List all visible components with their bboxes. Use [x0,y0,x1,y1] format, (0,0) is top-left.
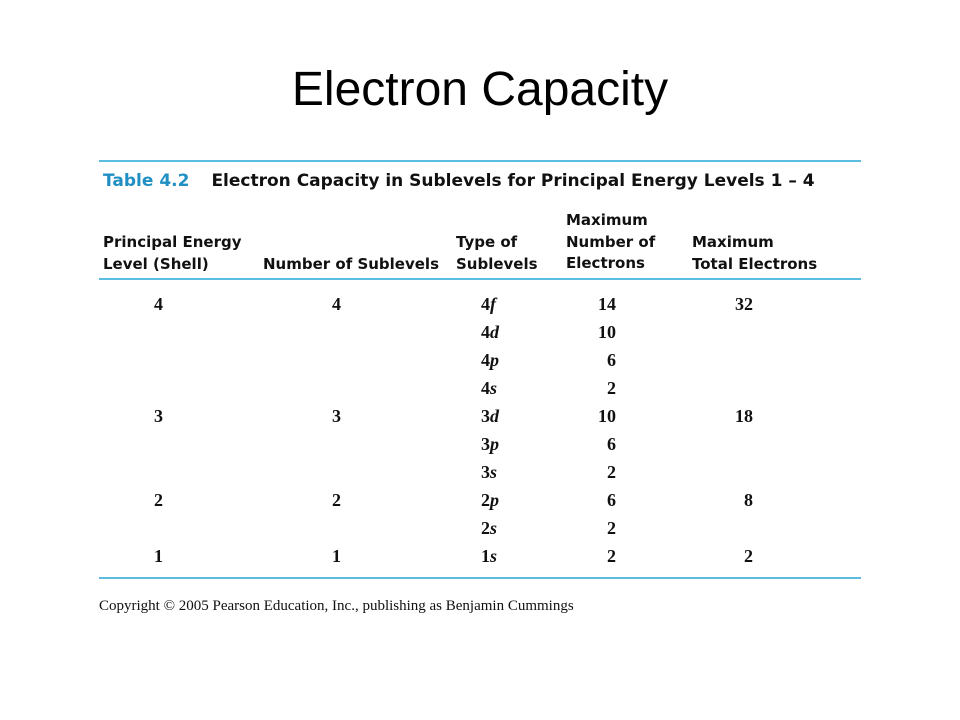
sublevel-number: 3 [481,462,490,482]
cell-num-sublevels: 1 [332,546,341,566]
sublevel-letter: p [490,350,499,370]
cell-sublevel-type [481,489,499,511]
table-header-rule [99,278,861,280]
cell-max-electrons: 2 [607,378,616,398]
sublevel-number: 1 [481,546,490,566]
header-line: Sublevels [456,254,538,273]
cell-level: 2 [154,490,163,510]
sublevel-number: 4 [481,322,490,342]
sublevel-letter: s [490,518,498,538]
cell-max-electrons: 2 [607,518,616,538]
cell-max-electrons: 10 [598,406,616,426]
cell-level: 3 [154,406,163,426]
table-number: Table 4.2 [103,171,190,191]
header-max-number-electrons [566,210,655,275]
sublevel-letter: p [490,434,499,454]
copyright-notice: Copyright © 2005 Pearson Education, Inc., publishing as Benjamin Cummings [99,598,574,614]
cell-level: 1 [154,546,163,566]
cell-sublevel-type [481,349,499,371]
header-line: Type of [456,233,518,251]
sublevel-letter: s [490,546,498,566]
sublevel-number: 4 [481,294,490,314]
cell-max-electrons: 14 [598,294,616,314]
slide-title: Electron Capacity [291,63,669,116]
sublevel-letter: f [490,294,496,314]
sublevel-letter: s [490,378,498,398]
sublevel-number: 2 [481,490,490,510]
header-line: Number of Sublevels [263,255,440,273]
cell-total-electrons: 32 [735,294,753,314]
header-line: Electrons [566,254,645,272]
cell-total-electrons: 18 [735,406,753,426]
header-line: Number of [566,232,656,251]
table-top-rule [99,160,861,162]
cell-sublevel-type [481,517,497,539]
table-caption [103,170,815,192]
header-type-of-sublevels [456,232,538,275]
cell-max-electrons: 2 [607,546,616,566]
header-line: Principal Energy [103,233,242,251]
sublevel-number: 4 [481,378,490,398]
header-max-total-electrons [692,232,817,275]
cell-num-sublevels: 2 [332,490,341,510]
cell-sublevel-type [481,461,497,483]
cell-sublevel-type [481,377,497,399]
cell-max-electrons: 2 [607,462,616,482]
cell-num-sublevels: 3 [332,406,341,426]
cell-sublevel-type [481,545,497,567]
cell-max-electrons: 6 [607,434,616,454]
cell-level: 4 [154,294,163,314]
cell-num-sublevels: 4 [332,294,341,314]
sublevel-number: 3 [481,434,490,454]
sublevel-letter: d [490,406,499,426]
cell-sublevel-type [481,321,499,343]
cell-max-electrons: 10 [598,322,616,342]
cell-total-electrons: 2 [744,546,753,566]
header-line: Maximum [566,211,648,229]
sublevel-number: 3 [481,406,490,426]
cell-sublevel-type [481,433,499,455]
cell-sublevel-type [481,293,496,315]
header-line: Level (Shell) [103,254,209,273]
sublevel-number: 2 [481,518,490,538]
header-line: Maximum [692,233,774,251]
header-line: Total Electrons [692,254,818,273]
sublevel-letter: p [490,490,499,510]
sublevel-letter: d [490,322,499,342]
header-principal-level [103,232,241,275]
table-caption-text: Electron Capacity in Sublevels for Principal Energy Levels 1 – 4 [211,171,815,191]
header-number-of-sublevels [263,254,439,276]
cell-max-electrons: 6 [607,490,616,510]
sublevel-letter: s [490,462,498,482]
sublevel-number: 4 [481,350,490,370]
table-bottom-rule [99,577,861,579]
cell-total-electrons: 8 [744,490,753,510]
cell-sublevel-type [481,405,499,427]
cell-max-electrons: 6 [607,350,616,370]
